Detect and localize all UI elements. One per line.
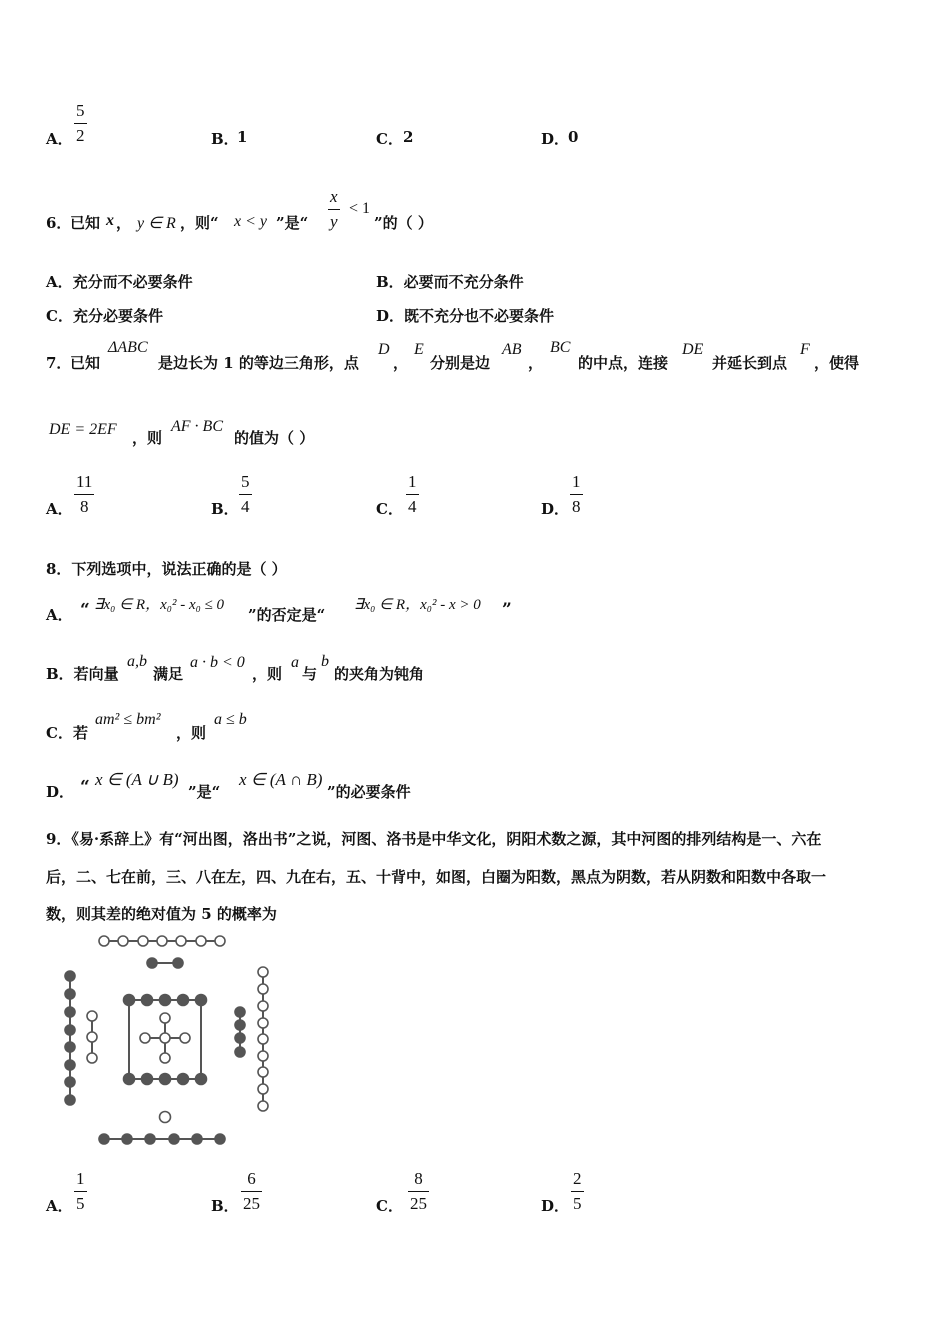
q8-b-a: a [291, 654, 299, 671]
q9-line1: 9．《易·系辞上》有“河出图，洛出书”之说，河图、洛书是中华文化，阴阳术数之源，其中河图的排列结构是一、六在 [46, 830, 822, 848]
q6-lt1: < 1 [349, 200, 371, 217]
q7-text7: ，则 [132, 429, 163, 447]
q7-option-a-label[interactable]: A． [46, 500, 73, 518]
q7-equation: DE = 2EF [49, 421, 117, 438]
q8-a-math1: ∃x₀ ∈ R，x₀² - x₀ ≤ 0 [94, 597, 225, 613]
q7-text2: 是边长为 1 的等边三角形，点 [158, 354, 359, 372]
q5-option-c-text: 2 [403, 128, 414, 146]
q9-option-a-label[interactable]: A． [46, 1197, 73, 1215]
q7-seg-de: DE [682, 341, 704, 358]
q6-x: x [106, 212, 114, 229]
fraction-denominator: y [330, 212, 338, 231]
fraction-denominator: 25 [243, 1194, 260, 1213]
q6-option-c[interactable]: C．充分必要条件 [46, 307, 163, 325]
q8-b-text4: 的夹角为钝角 [334, 665, 425, 683]
q8-b-text3: 与 [302, 665, 318, 683]
q8-option-d-label[interactable]: D． [46, 783, 75, 801]
q9-option-b-fraction [241, 1169, 262, 1214]
q7-seg-bc: BC [550, 339, 571, 356]
q8-d-math1: x ∈ (A ∪ B) [95, 770, 179, 789]
fraction-numerator: 5 [76, 101, 85, 120]
q7-option-c-fraction [406, 472, 419, 517]
fraction-numerator: 6 [247, 1169, 256, 1188]
q9-option-d-fraction [571, 1169, 584, 1214]
q8-d-text: ”是“ [188, 783, 221, 801]
q7-option-c-label[interactable]: C． [376, 500, 403, 518]
fraction-numerator: 5 [241, 472, 250, 491]
q9-line2: 后，二、七在前，三、八在左，四、九在右，五、十背中，如图，白圈为阳数，黑点为阴数，若从阴数和阳数中各取一 [46, 868, 827, 886]
q8-d-quote1: “ [80, 777, 90, 797]
q7-text4: 的中点，连接 [578, 354, 669, 372]
fraction-denominator: 25 [410, 1194, 427, 1213]
q7-option-d-label[interactable]: D． [541, 500, 570, 518]
q6-text2: ，则“ [180, 214, 219, 232]
fraction-numerator: 1 [76, 1169, 85, 1188]
q7-option-b-label[interactable]: B． [211, 500, 239, 518]
fraction-denominator: 5 [573, 1194, 582, 1213]
q8-a-quote2: ” [502, 600, 512, 620]
q6-text1: 已知 [70, 214, 101, 232]
q7-comma2: ， [528, 354, 544, 372]
q6-option-d[interactable]: D．既不充分也不必要条件 [376, 307, 555, 325]
q6-text4: ”的（ ） [374, 214, 433, 232]
q6-number: 6． [46, 214, 72, 232]
fraction-numerator: x [330, 187, 338, 206]
q8-option-b-label[interactable]: B．若向量 [46, 665, 119, 683]
fraction-denominator: 8 [572, 497, 581, 516]
q8-option-a-label[interactable]: A． [46, 606, 73, 624]
fraction-denominator: 8 [79, 497, 89, 516]
fraction-numerator: 2 [573, 1169, 582, 1188]
q8-stem: 8．下列选项中，说法正确的是（ ） [46, 560, 287, 578]
q9-line3: 数，则其差的绝对值为 5 的概率为 [46, 905, 277, 923]
fraction-denominator: 5 [76, 1194, 85, 1213]
q6-option-a[interactable]: A．充分而不必要条件 [46, 273, 193, 291]
q7-text5: 并延长到点 [712, 354, 788, 372]
q5-option-b-label[interactable]: B． [211, 130, 239, 148]
q8-c-math2: a ≤ b [214, 711, 247, 728]
q6-fraction [328, 187, 340, 232]
q5-option-a-fraction [74, 101, 87, 146]
q5-option-d-text: 0 [568, 128, 579, 146]
q7-dot-product: AF · BC [171, 418, 223, 435]
q7-option-d-fraction [570, 472, 583, 517]
fraction-numerator: 1 [408, 472, 417, 491]
q6-text3: ”是“ [276, 214, 309, 232]
q7-seg-ab: AB [502, 341, 522, 358]
q7-point-e: E [414, 341, 424, 358]
q8-a-quote1: “ [80, 600, 90, 620]
q8-c-text: ，则 [176, 724, 207, 742]
q7-point-f: F [800, 341, 810, 358]
q8-d-math2: x ∈ (A ∩ B) [239, 770, 323, 789]
q6-y-in-r: y ∈ R [137, 215, 176, 232]
q9-option-a-fraction [74, 1169, 87, 1214]
q9-option-c-label[interactable]: C． [376, 1197, 403, 1215]
fraction-numerator: 1 [572, 472, 581, 491]
q8-d-text2: ”的必要条件 [327, 783, 411, 801]
q6-comma: ， [116, 214, 132, 232]
q9-option-b-label[interactable]: B． [211, 1197, 239, 1215]
q7-option-a-fraction [74, 472, 94, 517]
q9-option-d-label[interactable]: D． [541, 1197, 570, 1215]
q7-point-d: D [378, 341, 390, 358]
q7-text1: 已知 [70, 354, 101, 372]
q7-number: 7． [46, 354, 72, 372]
fraction-denominator: 4 [408, 497, 417, 516]
he-tu-diagram [56, 930, 286, 1150]
q6-condition1: x < y [234, 213, 267, 230]
q8-c-math1: am² ≤ bm² [95, 711, 161, 728]
q7-text6: ，使得 [814, 354, 860, 372]
q8-b-vectors: a,b [127, 653, 147, 670]
fraction-numerator: 11 [76, 472, 93, 491]
q8-option-c-label[interactable]: C．若 [46, 724, 88, 742]
q7-text8: 的值为（ ） [234, 429, 315, 447]
q7-triangle: ΔABC [108, 339, 148, 356]
q7-option-b-fraction [239, 472, 252, 517]
q8-a-text: ”的否定是“ [248, 606, 326, 624]
q5-option-a-label[interactable]: A． [46, 130, 73, 148]
q5-option-c-label[interactable]: C． [376, 130, 403, 148]
fraction-denominator: 4 [241, 497, 250, 516]
q8-b-text2: ，则 [252, 665, 283, 683]
q9-option-c-fraction [408, 1169, 429, 1214]
q7-text3: 分别是边 [430, 354, 491, 372]
q5-option-d-label[interactable]: D． [541, 130, 570, 148]
q5-option-b-text: 1 [237, 128, 248, 146]
fraction-numerator: 8 [414, 1169, 423, 1188]
fraction-denominator: 2 [76, 126, 85, 145]
q8-b-text1: 满足 [153, 665, 184, 683]
q7-comma1: ， [393, 354, 409, 372]
q8-b-math: a · b < 0 [190, 654, 245, 671]
q6-option-b[interactable]: B．必要而不充分条件 [376, 273, 524, 291]
q8-b-b: b [321, 653, 329, 670]
q8-a-math2: ∃x₀ ∈ R，x₀² - x > 0 [354, 597, 481, 613]
